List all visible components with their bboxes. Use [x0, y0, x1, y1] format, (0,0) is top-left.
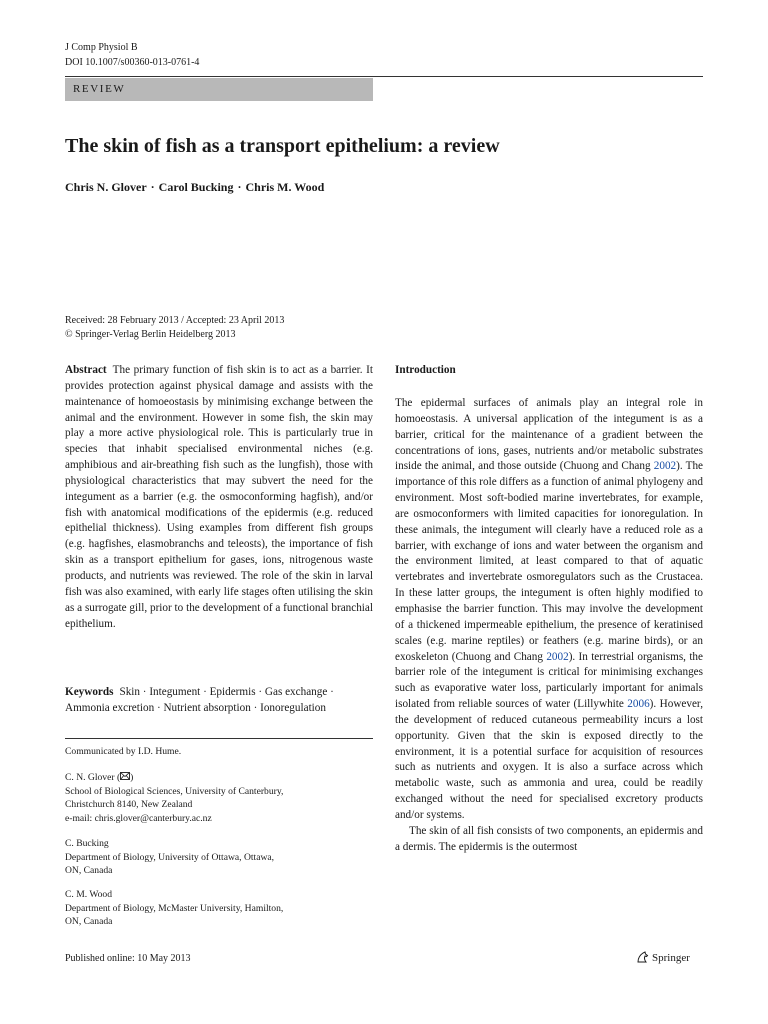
- affiliation-line: Department of Biology, McMaster University, Hamilton,: [65, 902, 284, 914]
- affiliation-line: Christchurch 8140, New Zealand: [65, 799, 193, 810]
- published-online: Published online: 10 May 2013: [65, 953, 191, 964]
- affiliation-line: Department of Biology, University of Ottawa, Ottawa,: [65, 851, 275, 863]
- affiliation-name: C. N. Glover (: [65, 772, 121, 783]
- introduction-body: [395, 396, 703, 855]
- author-separator: ·: [237, 180, 242, 194]
- paragraph-text: ). In terrestrial organisms, the barrier role of the integument is critical for minimising exchanges such as evaporative water loss, particularly important for animals isolated from reliable sources of water (Lillywhite: [395, 650, 703, 711]
- communicated-by: [65, 745, 373, 759]
- received-accepted: Received: 28 February 2013 / Accepted: 23 April 2013: [65, 315, 285, 326]
- section-label: REVIEW: [65, 78, 373, 101]
- affiliation-rule: [65, 738, 373, 739]
- affiliation-line: ON, Canada: [65, 916, 113, 927]
- affiliation-wood: [65, 888, 373, 929]
- abstract-heading: Abstract: [65, 364, 107, 376]
- journal-name: J Comp Physiol B: [65, 42, 138, 53]
- affiliation-line: ON, Canada: [65, 865, 113, 876]
- keywords: [65, 685, 373, 717]
- keywords-heading: Keywords: [65, 686, 114, 698]
- introduction-heading: Introduction: [395, 364, 456, 376]
- communicated-text: Communicated by I.D. Hume.: [65, 746, 182, 757]
- affiliation-name: C. Bucking: [65, 838, 109, 849]
- introduction-paragraph: The skin of all fish consists of two components, an epidermis and a dermis. The epidermis is the outermost: [395, 824, 703, 853]
- publisher-logo: [636, 951, 690, 964]
- introduction-paragraph: [395, 396, 703, 824]
- email-link[interactable]: e-mail: chris.glover@canterbury.ac.nz: [65, 812, 212, 824]
- doi[interactable]: DOI 10.1007/s00360-013-0761-4: [65, 57, 200, 68]
- affiliation-line: School of Biological Sciences, University of Canterbury,: [65, 785, 284, 797]
- affiliation-glover: C. N. Glover ( ) School of Biological Sciences, University of Canterbury, Christchurch 8140, New Zealand e-mail: chris.glover@canterbury.ac.nz: [65, 771, 373, 825]
- author-separator: ·: [150, 180, 155, 194]
- article-title: The skin of fish as a transport epithelium: a review: [65, 135, 500, 157]
- author-list: [65, 179, 324, 195]
- header-rule: [65, 76, 703, 77]
- abstract: [65, 363, 373, 632]
- citation-link[interactable]: 2006: [627, 698, 650, 711]
- author-name[interactable]: Carol Bucking: [158, 180, 234, 194]
- envelope-icon[interactable]: [120, 771, 130, 785]
- publisher-name: Springer: [652, 951, 690, 964]
- citation-link[interactable]: 2002: [546, 650, 569, 663]
- affiliation-name: C. M. Wood: [65, 889, 113, 900]
- affiliation-bucking: [65, 837, 373, 878]
- paragraph-text: ). However, the development of reduced cutaneous permeability incurs a lost opportunity. Given that the skin is exposed directly to the environment, it is a potential surface for acquisition of resources such as nutrients and oxygen. It is also a surface across which metabolic waste, such as ammonia and urea, could be readily exchanged without the need for specialised excretory products and/or systems.: [395, 698, 703, 821]
- author-name[interactable]: Chris M. Wood: [245, 180, 325, 194]
- abstract-text: The primary function of fish skin is to act as a barrier. It provides protection against physical damage and assists with the maintenance of homoeostasis by minimising exchange between the animal and the environment. However in some fish, the skin may play a more active physiological role. This is particularly true in species that inhabit specialised environmental niches (e.g. amphibious and air-breathing fish such as the lungfish), those with physiological characteristics that may subvert the need for the integument as a barrier (e.g. the osmoconforming hagfish), and/or fish with anatomical modifications of the epidermis (e.g. reduced epithelial thickness). Using examples from different fish groups (e.g. hagfishes, elasmobranchs and teleosts), the importance of fish skin as a transport epithelium for gases, ions, nitrogenous waste products, and nutrients was reviewed. The role of the skin in larval fish was also examined, with early life stages often utilising the skin as a surrogate gill, prior to the development of a functional branchial epithelium.: [65, 364, 373, 630]
- paragraph-text: The epidermal surfaces of animals play an integral role in homoeostasis. A universal application of the integument is as a barrier, critical for the maintenance of a gradient between the concentrations of ions, gases, nutrients and/or metabolic substrates inside the animal, and those outside (Chuong and Chang: [395, 397, 703, 473]
- publication-dates: [65, 314, 284, 342]
- copyright: © Springer-Verlag Berlin Heidelberg 2013: [65, 329, 236, 340]
- paragraph-text: ). The importance of this role differs as a function of animal phylogeny and environment. Most soft-bodied marine invertebrates, for example, are osmoconformers with limited capacities for ionoregulation. In these animals, the integument will clearly have a reduced role as a barrier, with exchange of ions and water between the organism and the environment limited, at least compared to that of aquatic vertebrates and invertebrate osmoregulators such as the Crustacea. In these latter groups, the integument is often highly modified to emphasise the barrier function. This may involve the development of a thickened impermeable epithelium, the presence of keratinised scales (e.g. marine reptiles) or feathers (e.g. marine birds), or an exoskeleton (Chuong and Chang: [395, 460, 704, 663]
- journal-info: [65, 40, 199, 70]
- keywords-text: Skin · Integument · Epidermis · Gas exchange · Ammonia excretion · Nutrient absorption · Ionoregulation: [65, 686, 334, 714]
- author-name[interactable]: Chris N. Glover: [65, 180, 147, 194]
- citation-link[interactable]: 2002: [653, 460, 677, 473]
- springer-horse-icon: [636, 951, 649, 964]
